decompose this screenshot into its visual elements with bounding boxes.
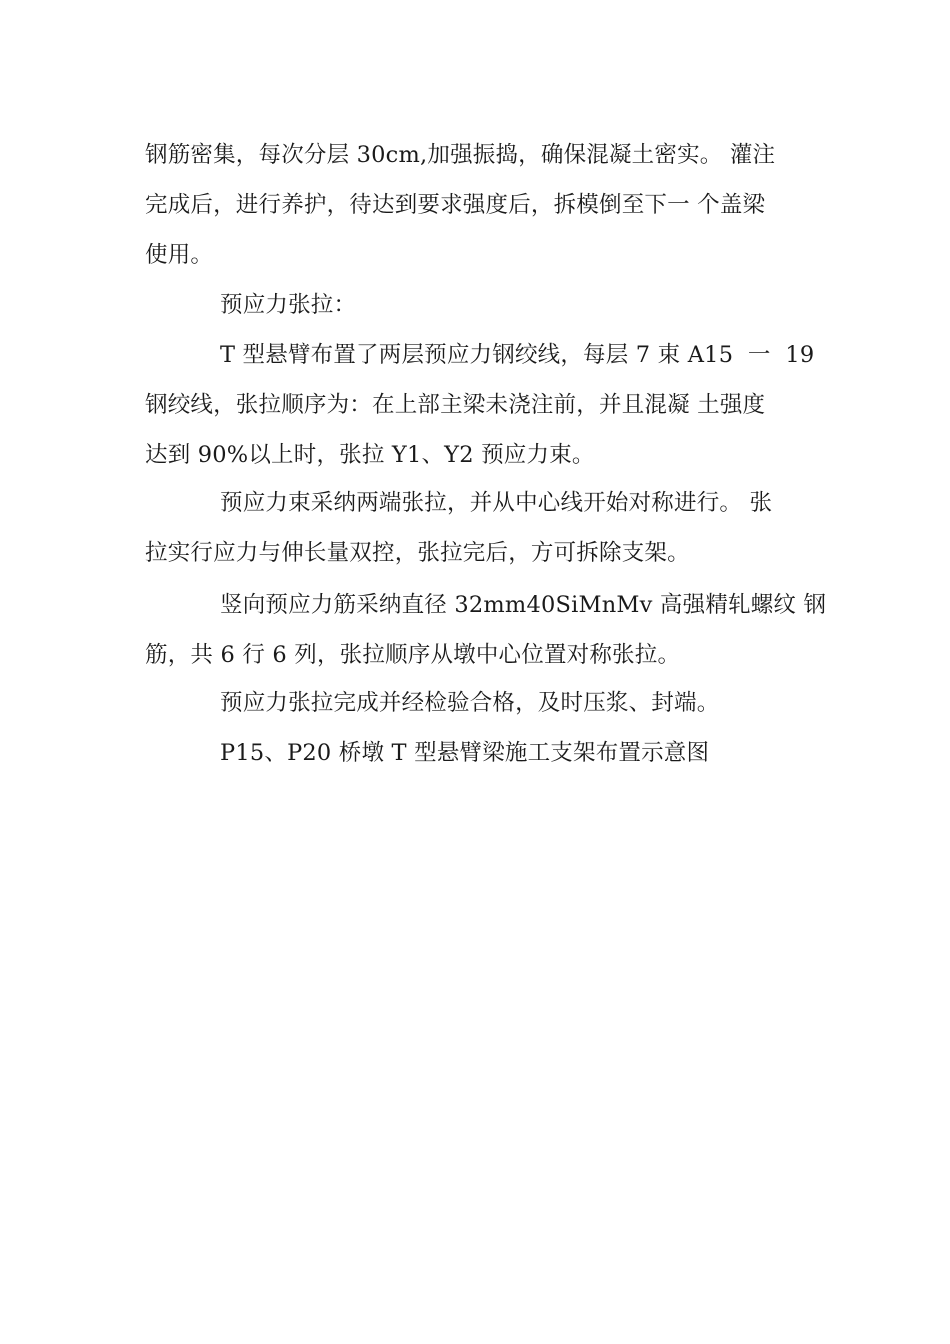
text-line: 预应力张拉完成并经检验合格，及时压浆、封端。 bbox=[220, 690, 720, 716]
text-line: 达到 90%以上时，张拉 Y1、Y2 预应力束。 bbox=[145, 442, 595, 468]
text-line: 钢筋密集，每次分层 30cm,加强振捣，确保混凝土密实。 灌注 bbox=[145, 142, 776, 168]
text-line: 拉实行应力与伸长量双控，张拉完后，方可拆除支架。 bbox=[145, 540, 690, 566]
text-line: T 型悬臂布置了两层预应力钢绞线，每层 7 束 A15 一 19 bbox=[220, 342, 815, 368]
text-line: 完成后，进行养护，待达到要求强度后，拆模倒至下一 个盖梁 bbox=[145, 192, 766, 218]
text-line: 预应力张拉： bbox=[220, 292, 357, 318]
text-line: 竖向预应力筋采纳直径 32mm40SiMnMv 高强精轧螺纹 钢 bbox=[220, 592, 827, 618]
text-line: 使用。 bbox=[145, 242, 214, 268]
text-line: 预应力束采纳两端张拉，并从中心线开始对称进行。 张 bbox=[220, 490, 773, 516]
text-line: P15、P20 桥墩 T 型悬臂梁施工支架布置示意图 bbox=[220, 740, 710, 766]
text-line: 钢绞线，张拉顺序为：在上部主梁未浇注前，并且混凝 土强度 bbox=[145, 392, 766, 418]
text-line: 筋，共 6 行 6 列，张拉顺序从墩中心位置对称张拉。 bbox=[145, 642, 681, 668]
